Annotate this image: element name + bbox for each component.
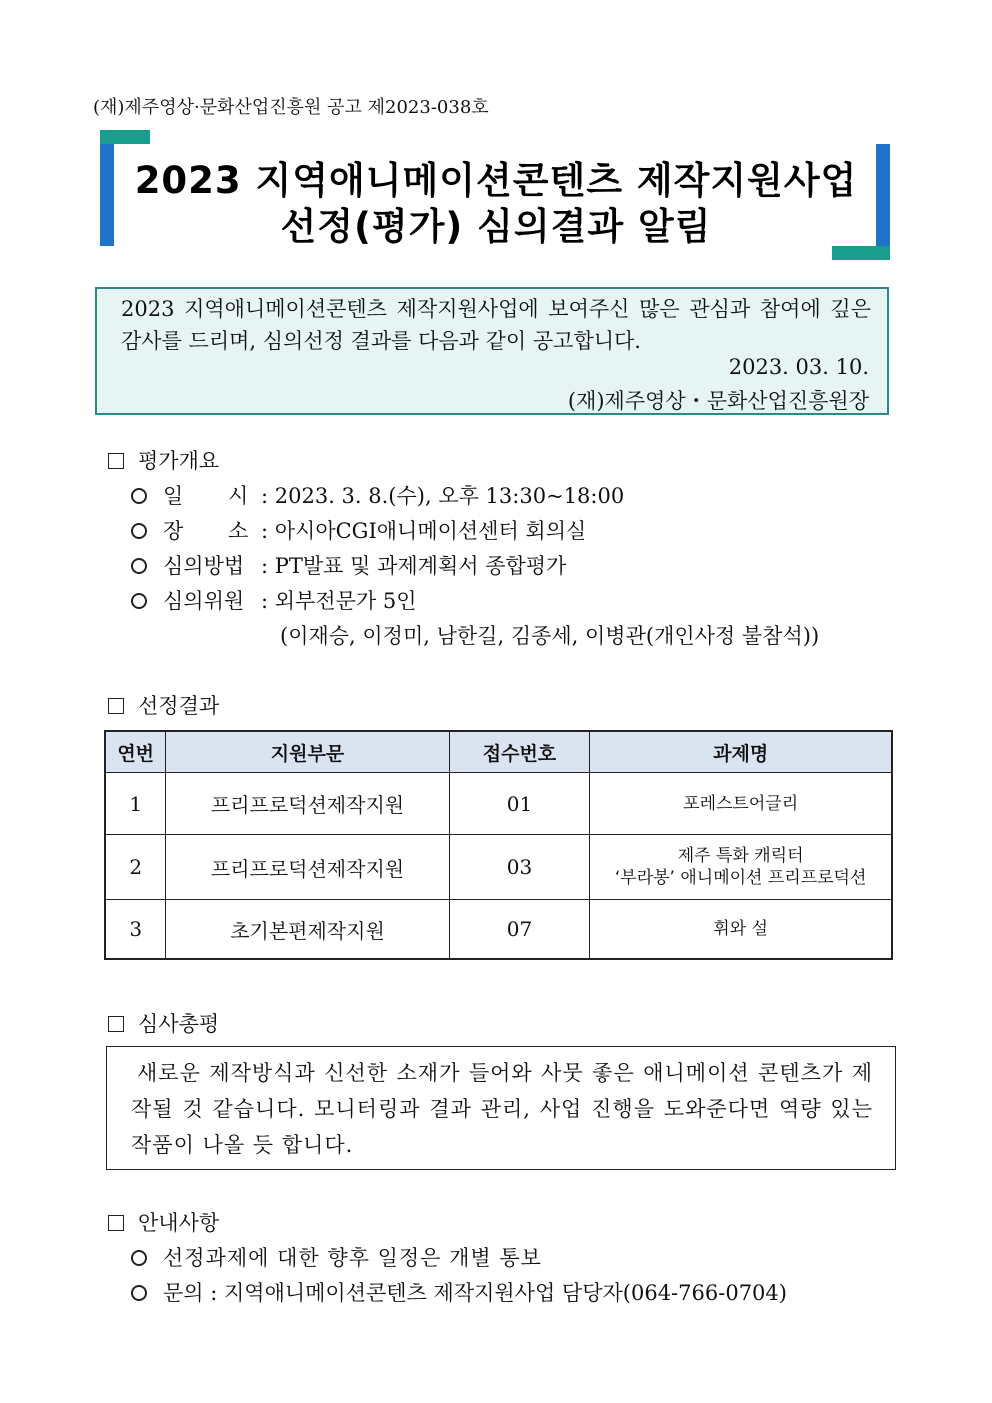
circle-bullet-icon [131, 488, 147, 504]
cell-category: 프리프로덕션제작지원 [166, 835, 449, 900]
review-text: 새로운 제작방식과 신선한 소재가 들어와 사뭇 좋은 애니메이션 콘텐츠가 제작될 것 같습니다. 모니터링과 결과 관리, 사업 진행을 도와준다면 역량 있는 작품이 나올 듯 합니다. [131, 1061, 873, 1157]
cell-receipt: 07 [449, 900, 590, 960]
column-header-category: 지원부문 [166, 731, 449, 773]
column-header-no: 연번 [105, 731, 166, 773]
overview-place [131, 515, 586, 545]
overview-method-label: 심의방법 [163, 554, 245, 578]
overview-place-value: : 아시아CGI애니메이션센터 회의실 [261, 519, 587, 543]
title-block [100, 130, 892, 260]
table-row [105, 773, 892, 835]
overview-members-value: : 외부전문가 5인 [261, 589, 417, 613]
cell-no: 2 [105, 835, 166, 900]
overview-method [131, 550, 566, 580]
checkbox-square-icon [108, 1016, 124, 1032]
title-accent-teal-left [100, 130, 150, 144]
column-header-project: 과제명 [590, 731, 892, 773]
overview-method-value: : PT발표 및 과제계획서 종합평가 [261, 554, 567, 578]
overview-date-label: 일 시 [163, 484, 249, 508]
intro-organization: (재)제주영상・문화산업진흥원장 [567, 389, 869, 413]
info-item-contact [131, 1277, 787, 1307]
circle-bullet-icon [131, 593, 147, 609]
overview-member-names: (이재승, 이정미, 남한길, 김종세, 이병관(개인사정 불참석)) [280, 624, 820, 648]
notice-number: (재)제주영상·문화산업진흥원 공고 제2023-038호 [93, 97, 489, 118]
overview-place-label: 장 소 [163, 519, 249, 543]
table-header-row [105, 731, 892, 773]
info-heading-label: 안내사항 [138, 1211, 220, 1235]
info-item-schedule [131, 1242, 542, 1272]
review-heading-label: 심사총평 [138, 1012, 220, 1036]
cell-project: 포레스트어글리 [590, 773, 892, 835]
column-header-receipt: 접수번호 [449, 731, 590, 773]
overview-date [131, 480, 624, 510]
cell-category: 초기본편제작지원 [166, 900, 449, 960]
checkbox-square-icon [108, 453, 124, 469]
overview-members [131, 585, 417, 615]
info-item-contact-text: 문의 : 지역애니메이션콘텐츠 제작지원사업 담당자(064-766-0704) [163, 1281, 787, 1305]
circle-bullet-icon [131, 523, 147, 539]
overview-heading-label: 평가개요 [138, 449, 220, 473]
cell-category: 프리프로덕션제작지원 [166, 773, 449, 835]
circle-bullet-icon [131, 558, 147, 574]
checkbox-square-icon [108, 1215, 124, 1231]
overview-date-value: : 2023. 3. 8.(수), 오후 13:30~18:00 [261, 484, 625, 508]
intro-text: 2023 지역애니메이션콘텐츠 제작지원사업에 보여주신 많은 관심과 참여에 깊은 감사를 드리며, 심의선정 결과를 다음과 같이 공고합니다. [121, 297, 871, 353]
review-box [106, 1046, 896, 1170]
intro-date: 2023. 03. 10. [728, 355, 869, 379]
circle-bullet-icon [131, 1250, 147, 1266]
cell-no: 1 [105, 773, 166, 835]
overview-members-label: 심의위원 [163, 589, 245, 613]
page-title-line1: 2023 지역애니메이션콘텐츠 제작지원사업 [134, 159, 858, 202]
cell-receipt: 03 [449, 835, 590, 900]
results-heading-label: 선정결과 [138, 694, 220, 718]
cell-project: 휘와 설 [590, 900, 892, 960]
results-heading [108, 690, 219, 720]
review-heading [108, 1008, 219, 1038]
overview-heading [108, 445, 219, 475]
table-row [105, 900, 892, 960]
table-row [105, 835, 892, 900]
intro-box [95, 287, 889, 415]
checkbox-square-icon [108, 698, 124, 714]
cell-receipt: 01 [449, 773, 590, 835]
results-table [104, 730, 893, 960]
cell-no: 3 [105, 900, 166, 960]
info-heading [108, 1207, 219, 1237]
circle-bullet-icon [131, 1285, 147, 1301]
cell-project-line2: ‘부라봉’ 애니메이션 프리프로덕션 [614, 868, 867, 888]
cell-project [590, 835, 892, 900]
cell-project-line1: 제주 특화 캐릭터 [677, 846, 804, 866]
page-title-line2: 선정(평가) 심의결과 알림 [280, 205, 712, 248]
info-item-schedule-text: 선정과제에 대한 향후 일정은 개별 통보 [163, 1246, 542, 1270]
